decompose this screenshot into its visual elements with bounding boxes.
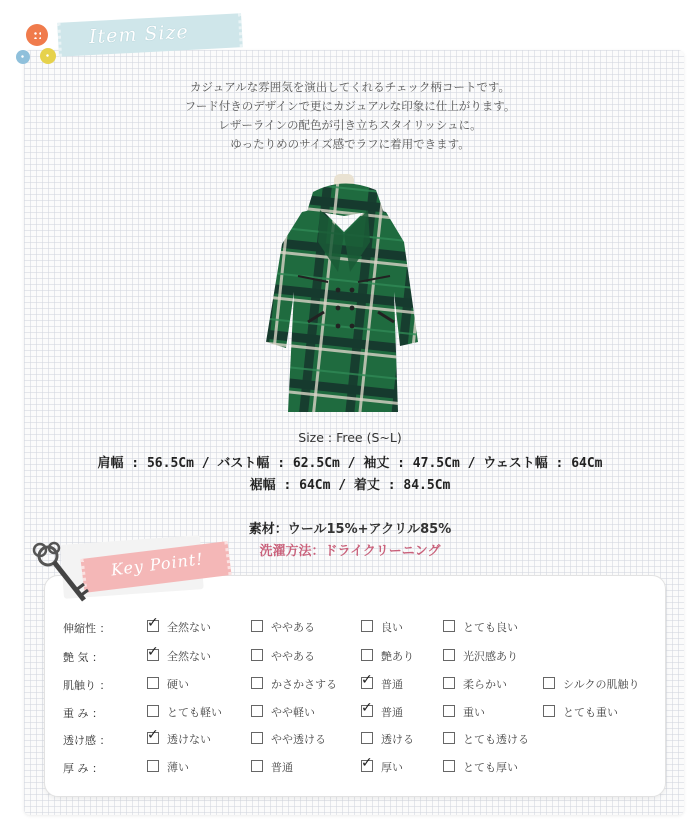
description-line: フード付きのデザインで更にカジュアルな印象に仕上がります。 — [184, 99, 516, 113]
checked-checkbox-icon — [361, 677, 373, 689]
material-value: ウール15%+アクリル85% — [287, 522, 452, 537]
key-icon — [28, 538, 98, 610]
checked-checkbox-icon — [147, 620, 159, 632]
key-point-row — [45, 756, 665, 780]
checkbox-icon — [443, 649, 455, 661]
key-point-panel — [44, 575, 666, 797]
key-point-option-label: 透ける — [381, 733, 414, 746]
key-point-option-label: やや透ける — [271, 733, 326, 746]
checkbox-icon — [147, 760, 159, 772]
blue-button-icon — [16, 50, 30, 64]
key-point-option — [443, 704, 485, 720]
key-point-row-label: 艶 気 ： — [63, 651, 103, 664]
key-point-option — [443, 731, 529, 747]
key-point-option — [147, 704, 222, 720]
key-point-row-label: 重 み ： — [63, 707, 103, 720]
key-point-option-label: 普通 — [271, 761, 293, 774]
description-line: ゆったりめのサイズ感でラフに着用できます。 — [230, 137, 470, 151]
key-point-option-label: とても重い — [563, 706, 618, 719]
key-point-option — [361, 759, 403, 775]
coat-image — [258, 172, 428, 417]
item-size-title: Item Size — [88, 20, 190, 49]
key-point-option-label: 透けない — [167, 733, 211, 746]
description-line: カジュアルな雰囲気を演出してくれるチェック柄コートです。 — [189, 80, 511, 94]
key-point-option-label: やや軽い — [271, 706, 315, 719]
key-point-option — [251, 619, 315, 635]
checkbox-icon — [361, 620, 373, 632]
checkbox-icon — [443, 732, 455, 744]
key-point-option-label: シルクの肌触り — [563, 678, 640, 691]
key-point-option — [443, 676, 507, 692]
key-point-row — [45, 645, 665, 669]
checkbox-icon — [251, 620, 263, 632]
key-point-option — [543, 676, 640, 692]
checkbox-icon — [443, 677, 455, 689]
checkbox-icon — [361, 649, 373, 661]
key-point-option-label: 普通 — [381, 706, 403, 719]
checkbox-icon — [147, 705, 159, 717]
key-point-row — [45, 673, 665, 697]
key-point-option — [251, 731, 326, 747]
checkbox-icon — [251, 760, 263, 772]
checkbox-icon — [443, 760, 455, 772]
checkbox-icon — [443, 620, 455, 632]
key-point-option — [147, 731, 211, 747]
key-point-option-label: かさかさする — [271, 678, 337, 691]
item-size-tape — [57, 13, 243, 57]
size-measurements-2: 裾幅 : 64Cm / 着丈 : 84.5Cm — [249, 478, 451, 493]
checkbox-icon — [543, 677, 555, 689]
key-point-option — [443, 759, 518, 775]
key-point-option-label: とても軽い — [167, 706, 222, 719]
key-point-option — [361, 676, 403, 692]
key-point-option — [251, 648, 315, 664]
key-point-option-label: とても透ける — [463, 733, 529, 746]
product-description — [0, 78, 700, 154]
key-point-option-label: ややある — [271, 621, 315, 634]
red-button-icon — [26, 24, 48, 46]
key-point-option — [361, 619, 403, 635]
checkbox-icon — [543, 705, 555, 717]
key-point-option — [251, 676, 337, 692]
key-point-option — [147, 619, 211, 635]
checkbox-icon — [147, 677, 159, 689]
key-point-option — [147, 676, 189, 692]
key-point-option-label: 厚い — [381, 761, 403, 774]
description-line: レザーラインの配色が引き立ちスタイリッシュに。 — [218, 118, 482, 132]
key-point-row-label: 厚 み ： — [63, 762, 103, 775]
key-point-option — [361, 648, 414, 664]
checked-checkbox-icon — [361, 705, 373, 717]
key-point-option-label: 薄い — [167, 761, 189, 774]
checkbox-icon — [443, 705, 455, 717]
key-point-row — [45, 616, 665, 640]
item-size-header — [14, 6, 254, 66]
key-point-option — [361, 704, 403, 720]
material-info — [0, 518, 700, 537]
material-label: 素材： — [248, 522, 288, 537]
checked-checkbox-icon — [147, 732, 159, 744]
key-point-option — [361, 731, 414, 747]
key-point-option — [443, 648, 518, 664]
checked-checkbox-icon — [147, 649, 159, 661]
key-point-option — [251, 759, 293, 775]
key-point-option — [543, 704, 618, 720]
key-point-header — [28, 538, 218, 608]
key-point-row-label: 透け感 ： — [63, 734, 111, 747]
key-point-option-label: 普通 — [381, 678, 403, 691]
key-point-option-label: 良い — [381, 621, 403, 634]
key-point-option-label: 艶あり — [381, 650, 414, 663]
key-point-row-label: 伸縮性 ： — [63, 622, 111, 635]
key-point-option-label: ややある — [271, 650, 315, 663]
key-point-option-label: 光沢感あり — [463, 650, 518, 663]
size-title: Size : Free (S~L) — [298, 430, 402, 445]
key-point-option-label: 重い — [463, 706, 485, 719]
checkbox-icon — [251, 677, 263, 689]
checkbox-icon — [251, 732, 263, 744]
key-point-row — [45, 701, 665, 725]
key-point-option-label: 全然ない — [167, 621, 211, 634]
checkbox-icon — [251, 705, 263, 717]
size-measurements-1: 肩幅 : 56.5Cm / バスト幅 : 62.5Cm / 袖丈 : 47.5Cm / ウェスト幅 : 64Cm — [97, 456, 603, 471]
key-point-title: Key Point! — [109, 549, 205, 580]
key-point-option — [443, 619, 518, 635]
key-point-option-label: とても厚い — [463, 761, 518, 774]
key-point-option — [147, 648, 211, 664]
key-point-option-label: 硬い — [167, 678, 189, 691]
yellow-button-icon — [40, 48, 56, 64]
key-point-option-label: 全然ない — [167, 650, 211, 663]
checkbox-icon — [251, 649, 263, 661]
checkbox-icon — [361, 732, 373, 744]
checked-checkbox-icon — [361, 760, 373, 772]
key-point-row — [45, 728, 665, 752]
key-point-option-label: 柔らかい — [463, 678, 507, 691]
key-point-option — [251, 704, 315, 720]
key-point-option-label: とても良い — [463, 621, 518, 634]
key-point-option — [147, 759, 189, 775]
key-point-row-label: 肌触り ： — [63, 679, 111, 692]
wash-method: 洗濯方法：ドライクリーニング — [259, 544, 441, 559]
